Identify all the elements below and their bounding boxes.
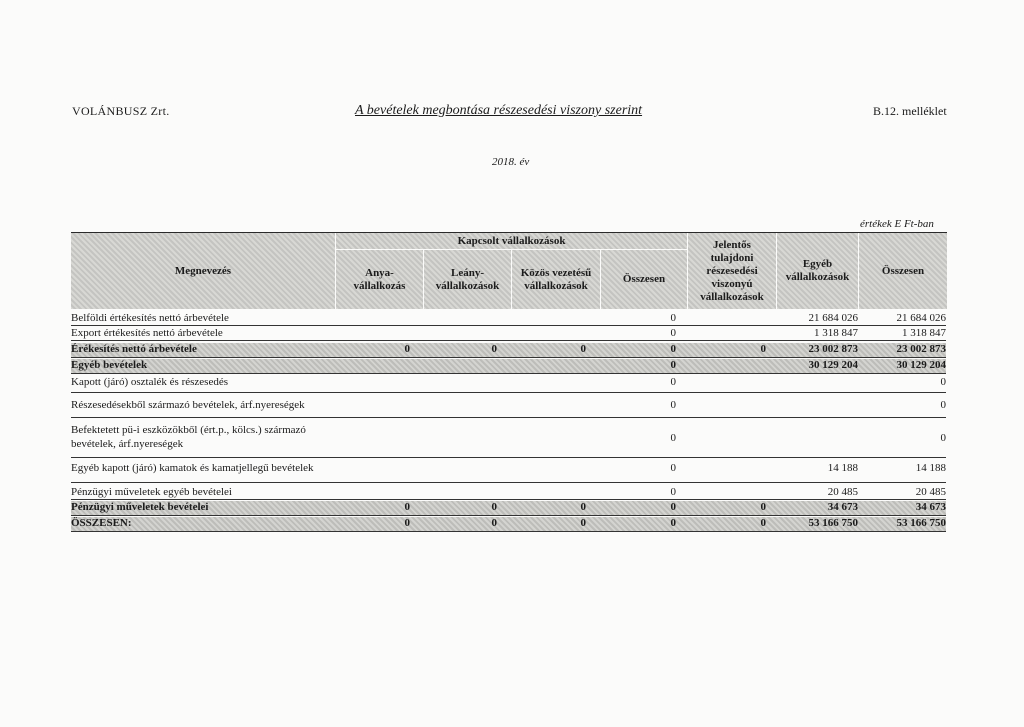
table-row-subtotal: Egyéb bevételek 0 30 129 204 30 129 204 [71,359,946,373]
table-row: Egyéb kapott (járó) kamatok és kamatjellegű bevételek 0 14 188 14 188 [71,462,946,475]
header-joint: Közös vezetésű vállalkozások [512,250,600,309]
header-significant: Jelentős tulajdoni részesedési viszonyú vállalkozások [688,233,776,309]
table-row: Kapott (járó) osztalék és részesedés 0 0 [71,376,946,389]
company-name: VOLÁNBUSZ Zrt. [72,104,170,118]
header-parent: Anya- vállalkozás [336,250,423,309]
table-row: Részesedésekből származó bevételek, árf.nyereségek 0 0 [71,399,946,412]
page-title: A bevételek megbontása részesedési viszony szerint [355,103,643,118]
header-total: Összesen [859,233,947,309]
table-row: Pénzügyi műveletek egyéb bevételei 0 20 485 20 485 [71,486,946,498]
year-label: 2018. év [492,156,530,168]
table-row-subtotal: Pénzügyi műveletek bevételei 0 0 0 0 0 34 673 34 673 [71,501,946,515]
header-subsidiary: Leány- vállalkozások [424,250,511,309]
table-row: Befektetett pü-i eszközökből (ért.p., kölcs.) származó bevételek, árf.nyereségek 0 0 [71,424,946,454]
table-row: Belföldi értékesítés nettó árbevétele 0 21 684 026 21 684 026 [71,312,946,324]
unit-label: értékek E Ft-ban [860,218,934,230]
header-subtotal: Összesen [601,250,687,309]
table-row-subtotal: Érékesítés nettó árbevétele 0 0 0 0 0 23 002 873 23 002 873 [71,343,946,357]
header-other: Egyéb vállalkozások [777,233,858,309]
annex-label: B.12. melléklet [873,104,947,118]
header-group: Kapcsolt vállalkozások [336,233,687,249]
table-row: Export értékesítés nettó árbevétele 0 1 318 847 1 318 847 [71,327,946,339]
header-name: Megnevezés [71,233,335,309]
table-row-total: ÖSSZESEN: 0 0 0 0 0 53 166 750 53 166 750 [71,517,946,531]
